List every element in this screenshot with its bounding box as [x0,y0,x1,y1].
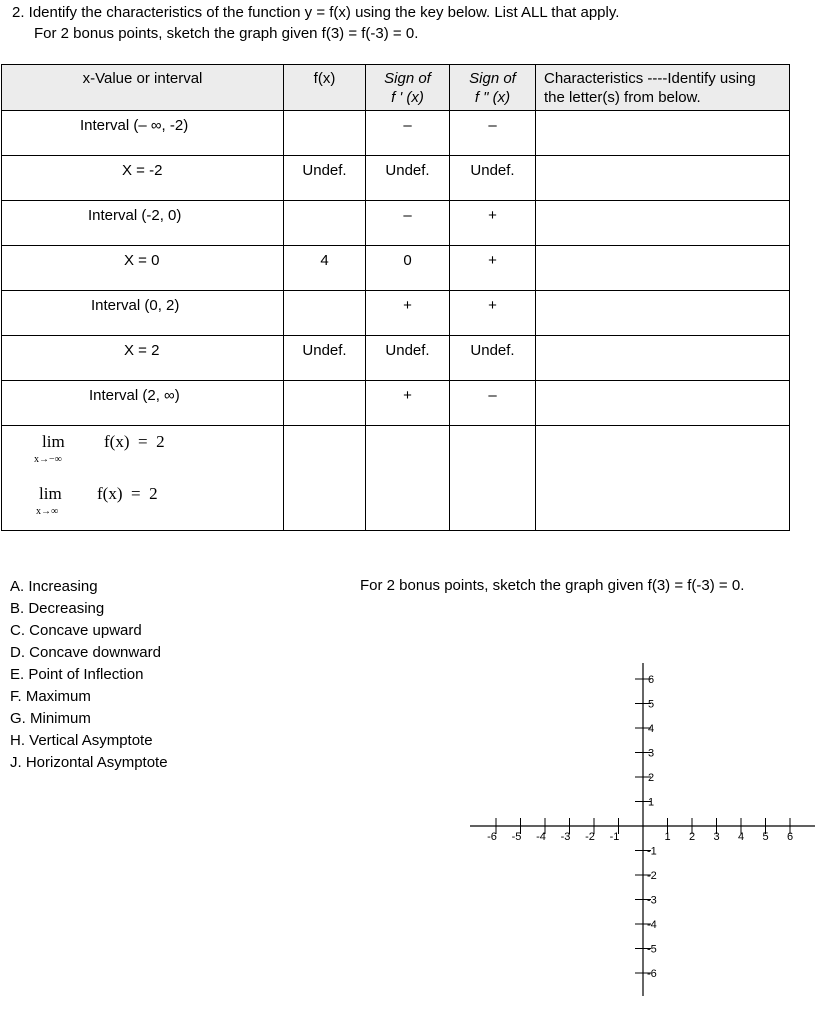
y-tick-label: 1 [648,796,655,809]
row-x: Interval (2, ∞) [2,381,284,426]
header-fx: f(x) [284,65,366,111]
row-f2[interactable]: Undef. [450,336,536,381]
bonus-instruction: For 2 bonus points, sketch the graph given f(3) = f(-3) = 0. [360,577,745,594]
row-fx[interactable] [284,111,366,156]
row-fx[interactable]: 4 [284,246,366,291]
table-row-limits [2,426,790,531]
row-f1[interactable]: 0 [366,246,450,291]
row-x: X = 2 [2,336,284,381]
limit-pos-inf: lim x→∞ f(x) = 2 [36,484,158,517]
y-tick-label: 6 [648,674,655,686]
row-characteristics[interactable] [536,111,790,156]
row-x: Interval (0, 2) [2,291,284,336]
y-tick-label: 2 [648,772,655,784]
key-item: E. Point of Inflection [10,666,144,683]
key-item: D. Concave downward [10,644,161,661]
row-characteristics[interactable] [536,381,790,426]
row-fx[interactable]: Undef. [284,156,366,201]
header-x-value: x-Value or interval [2,65,284,111]
row-characteristics[interactable] [536,156,790,201]
row-f2[interactable]: – [450,381,536,426]
x-tick-label: 5 [762,831,769,843]
x-tick-label: 3 [713,831,720,843]
table-row [2,336,790,381]
header-sign-f2: Sign of f " (x) [450,65,536,111]
row-fx[interactable] [284,381,366,426]
x-tick-label: -6 [487,831,497,843]
key-item: C. Concave upward [10,622,142,639]
row-f1[interactable]: – [366,201,450,246]
axis-ticks [487,674,793,980]
characteristics-table [1,64,790,531]
y-tick-label: -1 [647,845,657,858]
row-characteristics[interactable] [536,201,790,246]
limits-f2[interactable] [450,426,536,531]
limit-neg-inf: lim x→−∞ f(x) = 2 [34,432,165,465]
row-f2[interactable]: + [450,246,536,291]
question-line-1: 2. Identify the characteristics of the function y = f(x) using the key below. List ALL that apply. [12,4,620,21]
x-tick-label: -2 [585,831,595,843]
x-tick-label: -1 [609,831,620,843]
table-row [2,381,790,426]
row-fx[interactable]: Undef. [284,336,366,381]
header-sign-f1: Sign of f ' (x) [366,65,450,111]
row-f1[interactable]: – [366,111,450,156]
row-x: Interval (– ∞, -2) [2,111,284,156]
key-item: J. Horizontal Asymptote [10,754,168,771]
question-line-2: For 2 bonus points, sketch the graph given f(3) = f(-3) = 0. [34,25,419,42]
y-tick-label: -2 [647,870,657,882]
x-tick-label: 2 [688,831,696,843]
row-f2[interactable]: + [450,201,536,246]
y-tick-label: -4 [647,919,657,931]
row-fx[interactable] [284,291,366,336]
header-characteristics: Characteristics ----Identify using the letter(s) from below. [536,65,790,111]
table-header-row [2,65,790,111]
key-item: B. Decreasing [10,600,105,617]
y-tick-label: -3 [647,894,657,907]
question-text [12,2,619,44]
row-f1[interactable]: + [366,291,450,336]
row-characteristics[interactable] [536,246,790,291]
limits-characteristics[interactable] [536,426,790,531]
x-tick-label: 4 [737,831,745,843]
x-tick-label: 6 [786,831,794,843]
row-x: X = 0 [2,246,284,291]
coordinate-axes[interactable] [460,660,820,1000]
table-row [2,111,790,156]
x-tick-label: -5 [511,831,522,843]
row-characteristics[interactable] [536,336,790,381]
row-f1[interactable]: + [366,381,450,426]
x-tick-label: 1 [664,831,671,843]
row-f2[interactable]: Undef. [450,156,536,201]
y-tick-label: 3 [648,747,655,760]
row-f2[interactable]: – [450,111,536,156]
key-item: F. Maximum [10,688,91,705]
x-tick-label: -4 [536,831,546,843]
row-x: Interval (-2, 0) [2,201,284,246]
row-f1[interactable]: Undef. [366,156,450,201]
key-item: G. Minimum [10,710,91,727]
row-characteristics[interactable] [536,291,790,336]
row-x: X = -2 [2,156,284,201]
y-tick-label: -5 [647,943,657,956]
y-tick-label: 5 [648,698,655,711]
limits-f1[interactable] [366,426,450,531]
table-row [2,201,790,246]
row-fx[interactable] [284,201,366,246]
key-item: H. Vertical Asymptote [10,732,153,749]
row-f2[interactable]: + [450,291,536,336]
table-row [2,246,790,291]
x-tick-label: -3 [560,831,571,843]
key-item: A. Increasing [10,578,98,595]
answer-key [10,576,168,774]
limits-cell [2,426,284,531]
y-tick-label: -6 [647,968,657,980]
limits-fx[interactable] [284,426,366,531]
y-tick-label: 4 [648,723,655,735]
row-f1[interactable]: Undef. [366,336,450,381]
table-row [2,156,790,201]
table-row [2,291,790,336]
